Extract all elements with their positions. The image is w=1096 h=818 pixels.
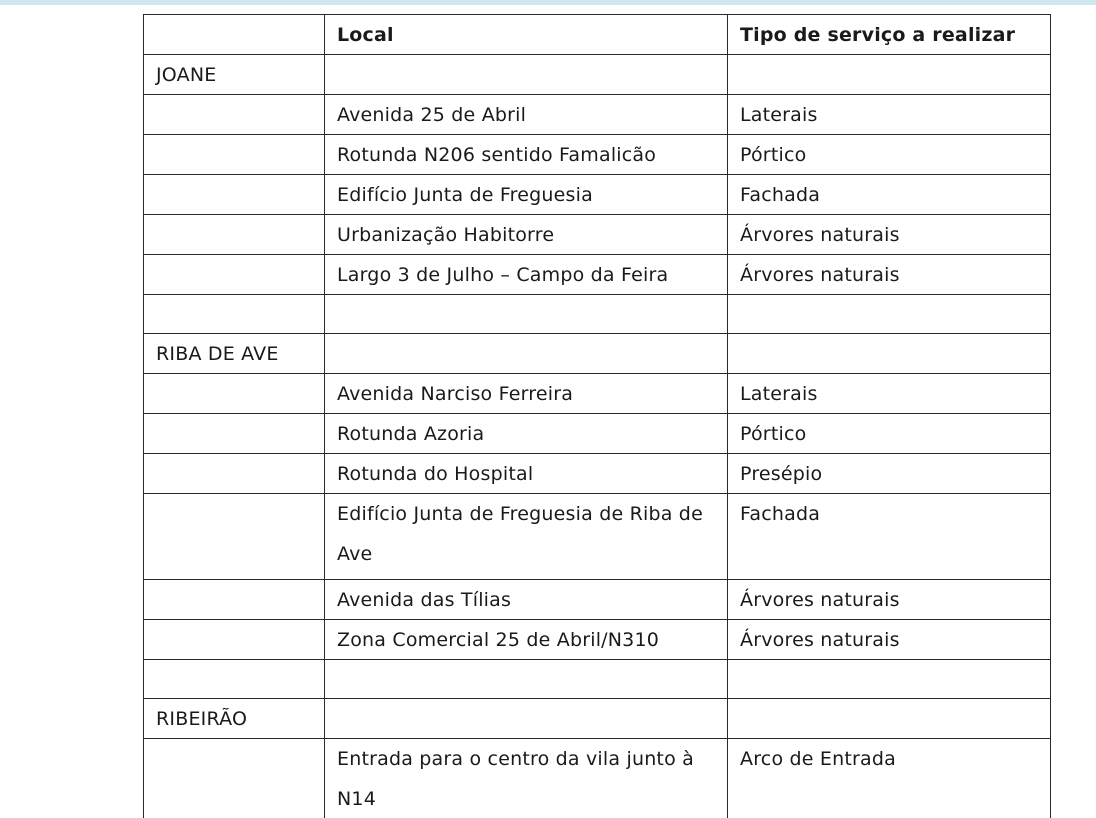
cell-local: Rotunda N206 sentido Famalicão [325,135,728,175]
cell-local: Edifício Junta de Freguesia [325,175,728,215]
cell-local [325,55,728,95]
cell-service-type: Fachada [728,494,1051,580]
cell-zone [144,414,325,454]
cell-service-type: Pórtico [728,135,1051,175]
table-row [144,494,1051,580]
table-row [144,95,1051,135]
cell-service-type: Fachada [728,175,1051,215]
header-zone [144,15,325,55]
cell-local: Edifício Junta de Freguesia de Riba de Ave [325,494,728,580]
table-row [144,175,1051,215]
cell-zone [144,580,325,620]
cell-zone [144,255,325,295]
cell-zone [144,175,325,215]
cell-local [325,699,728,739]
cell-local: Rotunda Azoria [325,414,728,454]
cell-zone [144,660,325,699]
cell-local: Urbanização Habitorre [325,215,728,255]
cell-zone [144,95,325,135]
table-row [144,55,1051,95]
cell-zone [144,215,325,255]
cell-service-type: Árvores naturais [728,255,1051,295]
cell-local: Rotunda do Hospital [325,454,728,494]
cell-zone [144,494,325,580]
cell-local: Avenida 25 de Abril [325,95,728,135]
cell-zone [144,739,325,818]
cell-service-type: Arco de Entrada [728,739,1051,818]
cell-service-type [728,334,1051,374]
table-row [144,135,1051,175]
cell-service-type [728,699,1051,739]
table-header-row [144,15,1051,55]
table-row [144,215,1051,255]
cell-local [325,660,728,699]
cell-local [325,295,728,334]
top-accent-bar [0,0,1096,5]
cell-zone [144,135,325,175]
cell-service-type: Presépio [728,454,1051,494]
cell-local: Avenida das Tílias [325,580,728,620]
table-row [144,699,1051,739]
cell-local [325,334,728,374]
cell-local: Entrada para o centro da vila junto à N14 [325,739,728,818]
header-service-type: Tipo de serviço a realizar [728,15,1051,55]
cell-zone: RIBA DE AVE [144,334,325,374]
table-row [144,660,1051,699]
cell-zone [144,295,325,334]
cell-service-type: Árvores naturais [728,580,1051,620]
cell-service-type [728,295,1051,334]
cell-zone: JOANE [144,55,325,95]
cell-service-type [728,660,1051,699]
table-row [144,454,1051,494]
table-row [144,620,1051,660]
cell-local: Zona Comercial 25 de Abril/N310 [325,620,728,660]
cell-zone: RIBEIRÃO [144,699,325,739]
cell-service-type [728,55,1051,95]
table-row [144,295,1051,334]
cell-zone [144,620,325,660]
services-table [143,14,1051,818]
cell-service-type: Pórtico [728,414,1051,454]
cell-zone [144,374,325,414]
cell-local: Largo 3 de Julho – Campo da Feira [325,255,728,295]
cell-service-type: Árvores naturais [728,215,1051,255]
table-row [144,255,1051,295]
table-row [144,414,1051,454]
table-row [144,580,1051,620]
header-local: Local [325,15,728,55]
table-row [144,374,1051,414]
cell-service-type: Laterais [728,374,1051,414]
cell-zone [144,454,325,494]
cell-service-type: Laterais [728,95,1051,135]
cell-local: Avenida Narciso Ferreira [325,374,728,414]
table-row [144,739,1051,818]
table-body [144,55,1051,818]
table-row [144,334,1051,374]
cell-service-type: Árvores naturais [728,620,1051,660]
